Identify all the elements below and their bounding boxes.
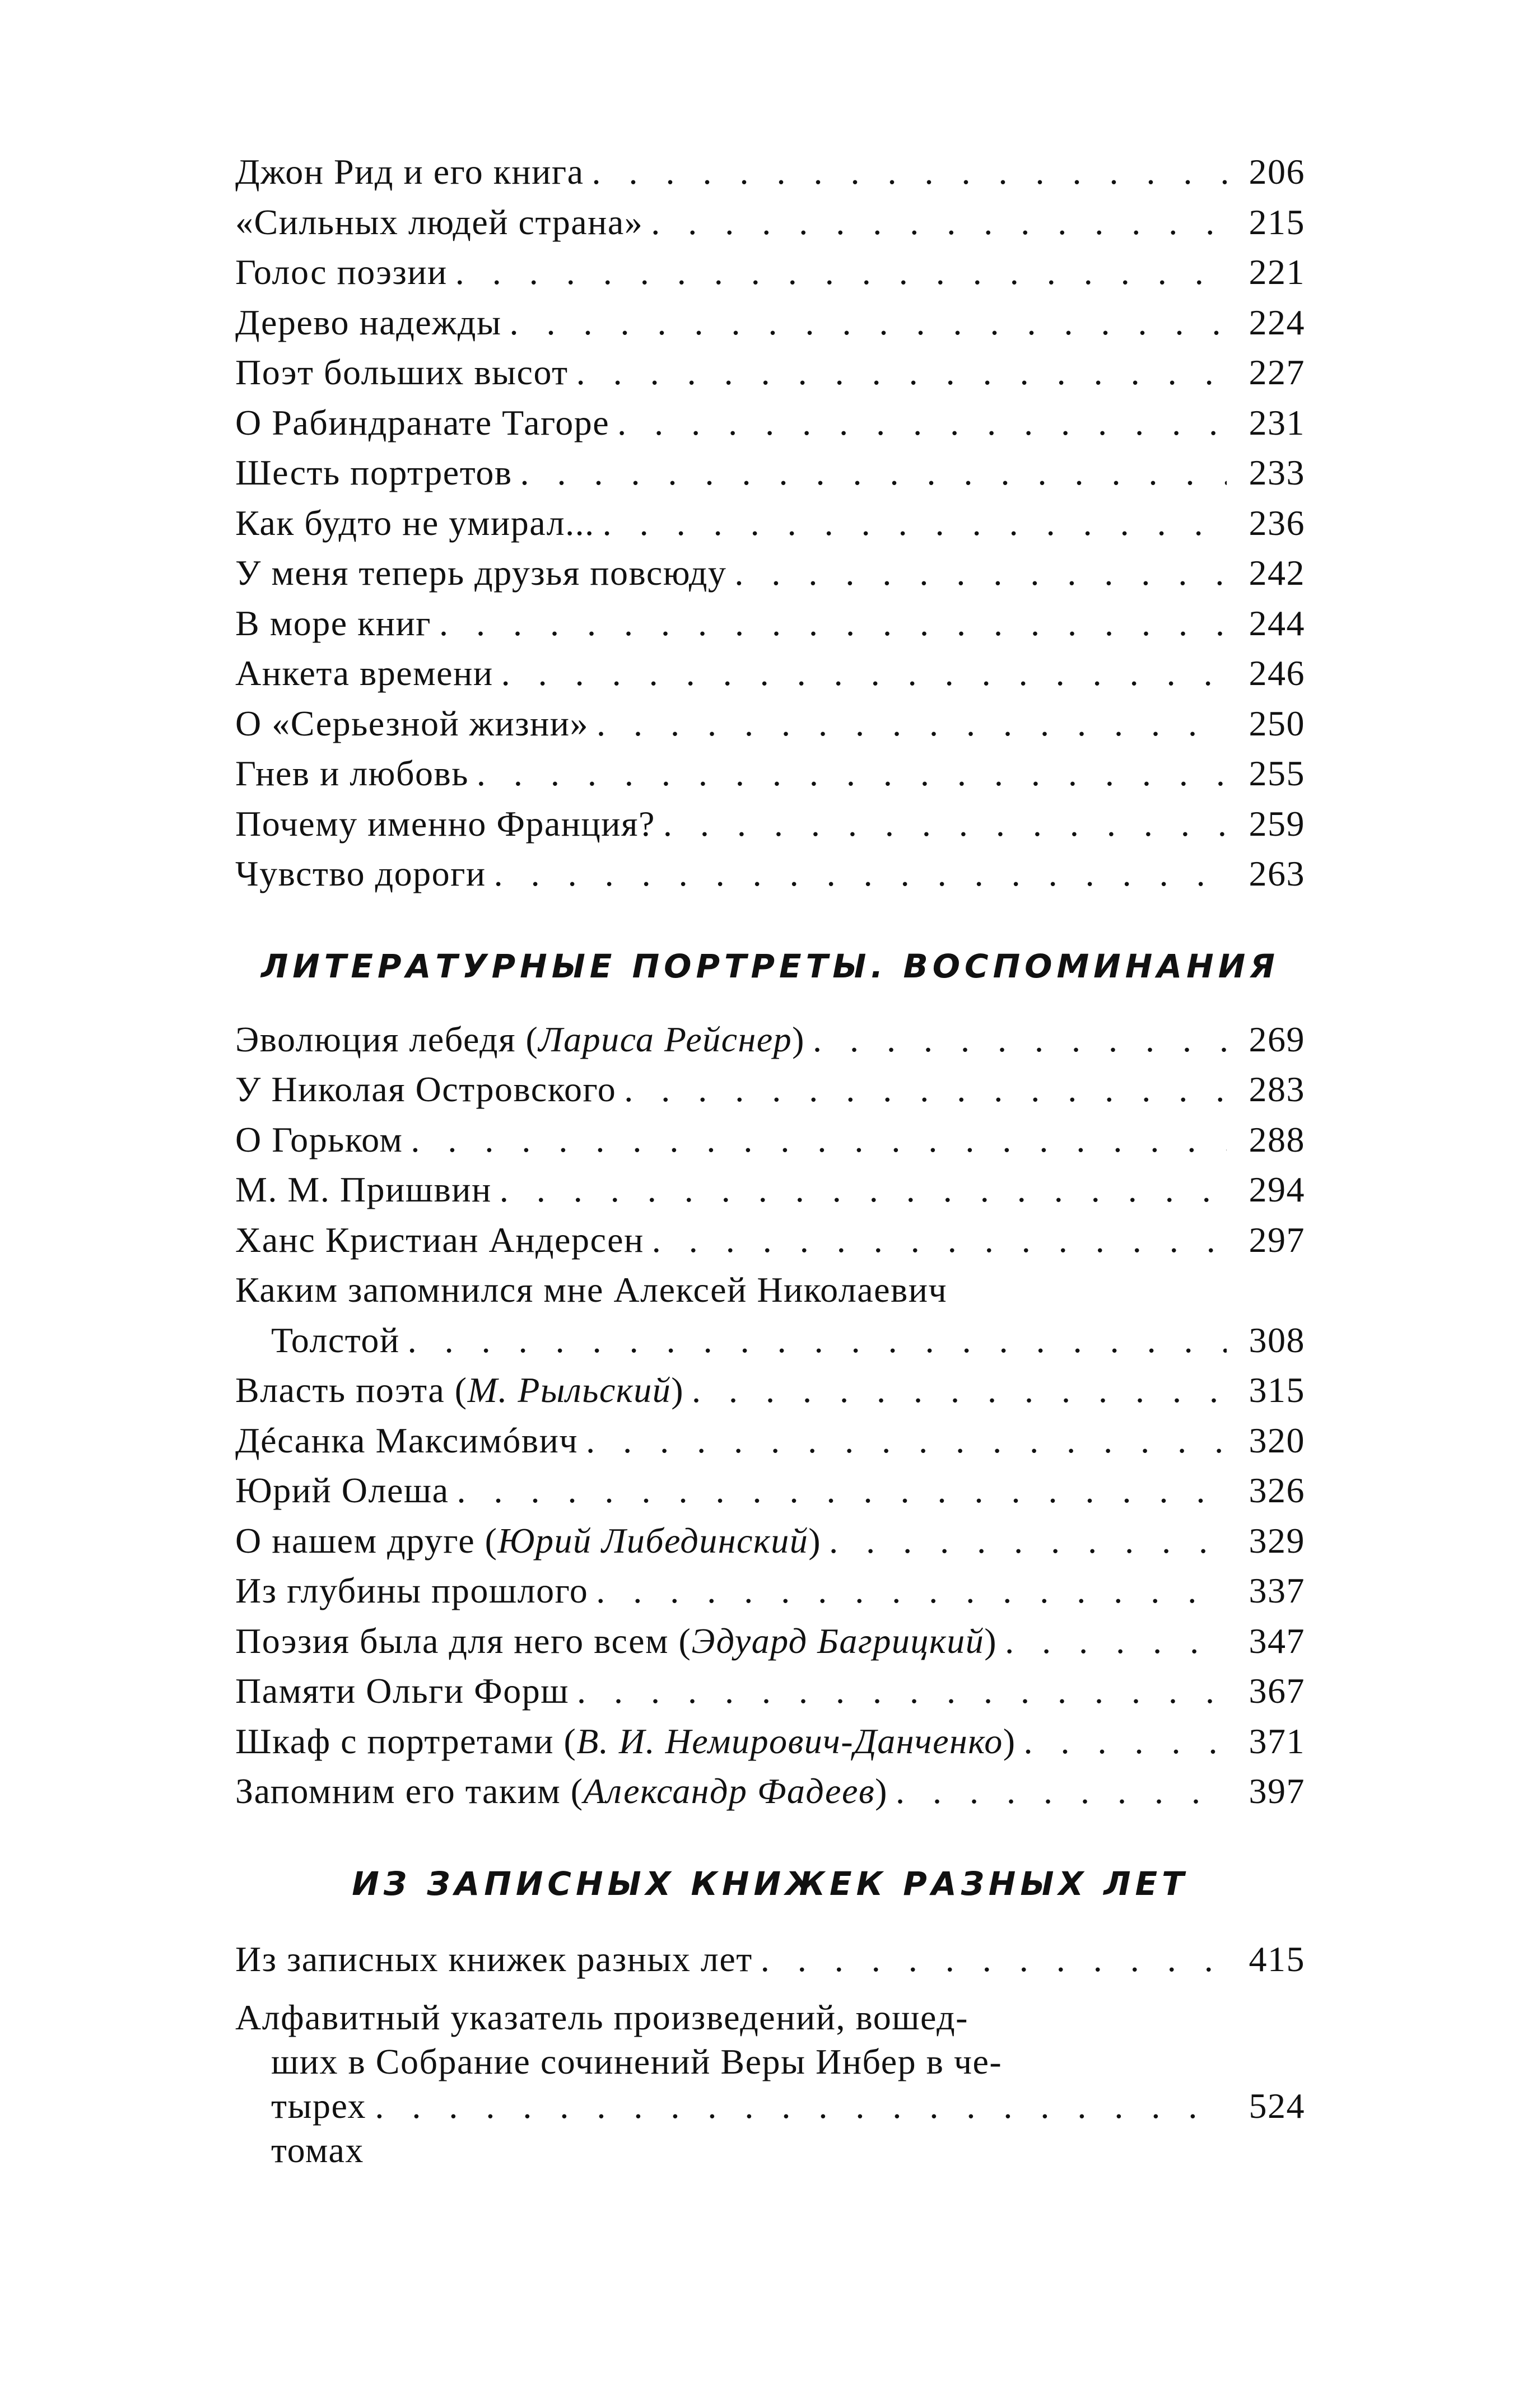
toc-group-2 [235,1014,1305,1817]
toc-entry-title: Запомним его таким (Александр Фадеев) [235,1771,888,1811]
toc-entry [235,1516,1305,1566]
leader-dots [439,598,1227,649]
toc-entry-page: 308 [1249,1320,1305,1360]
toc-entry-title: Из глубины прошлого [235,1571,589,1610]
leader-dots [734,548,1227,598]
toc-entry-title: «Сильных людей страна» [235,202,644,242]
toc-entry-page: 242 [1249,553,1305,593]
leader-dots [896,1766,1227,1817]
toc-entry-page: 367 [1249,1671,1305,1711]
toc-entry-page: 320 [1249,1420,1305,1460]
leader-dots [761,1934,1227,1985]
toc-entry-title: Чувство дороги [235,854,486,893]
toc-entry-title: Голос поэзии [235,252,448,292]
toc-entry-title: Джон Рид и его книга [235,152,584,192]
toc-entry [235,498,1305,548]
toc-entry-page: 259 [1249,803,1305,844]
toc-entry-title: Эволюция лебедя (Лариса Рейснер) [235,1019,805,1059]
toc-entry [235,849,1305,899]
leader-dots [597,698,1227,749]
leader-dots [509,297,1227,348]
toc-entry [235,448,1305,498]
toc-entry-title: Юрий Олеша [235,1470,449,1510]
toc-entry-title: Ханс Кристиан Андерсен [235,1219,644,1260]
toc-entry [235,297,1305,348]
toc-entry-title: У Николая Островского [235,1069,617,1109]
toc-entry-title: Каким запомнился мне Алексей Николаевич [235,1270,948,1310]
toc-entry [235,147,1305,197]
leader-dots [603,498,1227,548]
toc-entry-page: 397 [1249,1771,1305,1811]
toc-entry [235,1666,1305,1716]
toc-entry-page: 206 [1249,152,1305,192]
toc-entry-title: Дéсанка Максимóвич [235,1420,579,1460]
table-of-contents [235,147,1305,2172]
toc-entry-title: Гнев и любовь [235,753,469,793]
leader-dots [477,748,1227,799]
toc-entry [235,398,1305,448]
toc-entry-title: Власть поэта (М. Рыльский) [235,1370,684,1410]
leader-dots [576,347,1227,398]
toc-entry-page: 215 [1249,202,1305,242]
toc-entry-page: 269 [1249,1019,1305,1059]
section-heading: ЛИТЕРАТУРНЫЕ ПОРТРЕТЫ. ВОСПОМИНАНИЯ [261,947,1279,985]
toc-entry-page: 246 [1249,653,1305,693]
toc-entry-title: Поэзия была для него всем (Эдуард Багрицкий) [235,1620,998,1661]
leader-dots [1024,1716,1227,1767]
toc-entry-title: У меня теперь друзья повсюду [235,553,727,593]
toc-entry [235,1365,1305,1415]
leader-dots [596,1566,1227,1616]
toc-entry-title: Дерево надежды [235,302,502,342]
toc-entry-page: 288 [1249,1119,1305,1159]
toc-entry [235,1215,1305,1265]
toc-entry-author: М. Рыльский [467,1370,672,1410]
leader-dots [617,398,1227,448]
toc-entry [235,698,1305,749]
toc-entry-title: О «Серьезной жизни» [235,703,589,743]
toc-entry-page: 329 [1249,1520,1305,1561]
toc-entry-title: О нашем друге (Юрий Либединский) [235,1520,822,1561]
leader-dots [408,1315,1227,1366]
leader-dots [592,147,1227,197]
toc-entry-page: 315 [1249,1370,1305,1410]
toc-entry-page: 224 [1249,302,1305,342]
toc-entry [235,598,1305,649]
toc-entry-page: 337 [1249,1571,1305,1610]
toc-entry [235,1716,1305,1767]
leader-dots [663,799,1227,849]
toc-entry-page: 221 [1249,252,1305,292]
leader-dots [813,1014,1227,1065]
toc-entry [235,1934,1305,1985]
toc-entry [235,1315,1305,1366]
leader-dots [692,1365,1227,1415]
leader-dots [501,648,1227,698]
toc-entry-page: 326 [1249,1470,1305,1510]
toc-entry-page: 231 [1249,402,1305,443]
toc-entry-page: 255 [1249,753,1305,793]
toc-entry-page: 415 [1249,1939,1305,1979]
toc-entry [235,1465,1305,1516]
toc-entry [235,548,1305,598]
toc-entry-author: Лариса Рейснер [538,1019,793,1059]
toc-entry [235,748,1305,799]
leader-dots [624,1064,1227,1115]
toc-entry [235,347,1305,398]
leader-dots [375,2084,1227,2128]
toc-entry [235,1165,1305,1215]
toc-entry-page: 283 [1249,1069,1305,1109]
toc-entry-page: 236 [1249,502,1305,543]
toc-entry [235,1064,1305,1115]
toc-entry-page: 524 [1249,2086,1305,2126]
toc-entry [235,1014,1305,1065]
toc-entry-title: Шесть портретов [235,453,513,492]
toc-entry-title: Памяти Ольги Форш [235,1671,569,1711]
toc-entry [235,648,1305,698]
toc-entry-title: Шкаф с портретами (В. И. Немирович-Данченко) [235,1721,1016,1761]
toc-entry-page: 347 [1249,1620,1305,1661]
toc-entry-title: Анкета времени [235,653,493,693]
leader-dots [652,1215,1227,1265]
leader-dots [457,1465,1227,1516]
toc-entry-author: Эдуард Багрицкий [691,1620,985,1661]
section-heading: ИЗ ЗАПИСНЫХ КНИЖЕК РАЗНЫХ ЛЕТ [352,1864,1189,1903]
toc-group-1 [235,147,1305,899]
leader-dots [500,1165,1227,1215]
spacer [235,1984,1305,1995]
leader-dots [494,849,1227,899]
toc-entry-title-line: ших в Собрание сочинений Веры Инбер в че- [271,2042,1003,2081]
toc-entry-author: Юрий Либединский [497,1520,809,1561]
toc-entry-title: О Рабиндранате Тагоре [235,402,610,443]
toc-entry-page: 371 [1249,1721,1305,1761]
toc-entry [235,1766,1305,1817]
leader-dots [577,1666,1227,1716]
toc-entry-title: Поэт больших высот [235,352,569,392]
toc-entry-title: В море книг [235,603,431,643]
toc-entry-page: 250 [1249,703,1305,743]
toc-entry-title: Почему именно Франция? [235,803,655,844]
toc-entry-title: Толстой [271,1320,400,1360]
toc-entry-page: 294 [1249,1170,1305,1209]
toc-entry [235,799,1305,849]
toc-entry-title: Как будто не умирал... [235,502,595,543]
toc-entry-author: Александр Фадеев [583,1771,875,1811]
toc-entry-title: О Горьком [235,1119,403,1159]
leader-dots [651,197,1227,248]
leader-dots [586,1415,1227,1466]
leader-dots [1005,1616,1227,1666]
leader-dots [411,1115,1227,1165]
toc-entry-last-line [235,2084,1305,2172]
toc-entry [235,1415,1305,1466]
toc-entry-page: 233 [1249,453,1305,492]
toc-entry-page: 263 [1249,854,1305,893]
toc-entry [235,197,1305,248]
toc-entry-title: Из записных книжек разных лет [235,1939,753,1979]
toc-entry-index [235,1995,1305,2172]
leader-dots [829,1516,1227,1566]
toc-entry [235,247,1305,297]
leader-dots [520,448,1227,498]
toc-entry-title-line: Алфавитный указатель произведений, вошед- [235,1997,968,2037]
toc-entry-title: М. М. Пришвин [235,1170,492,1209]
toc-group-3 [235,1934,1305,2173]
toc-entry-page: 227 [1249,352,1305,392]
toc-entry [235,1616,1305,1666]
toc-entry [235,1566,1305,1616]
leader-dots [455,247,1227,297]
toc-entry-author: В. И. Немирович-Данченко [576,1721,1003,1761]
toc-entry-page: 297 [1249,1219,1305,1260]
toc-entry-line1 [235,1265,1305,1315]
toc-entry-page: 244 [1249,603,1305,643]
toc-entry-title-line: тырех томах [271,2086,367,2170]
toc-entry [235,1115,1305,1165]
